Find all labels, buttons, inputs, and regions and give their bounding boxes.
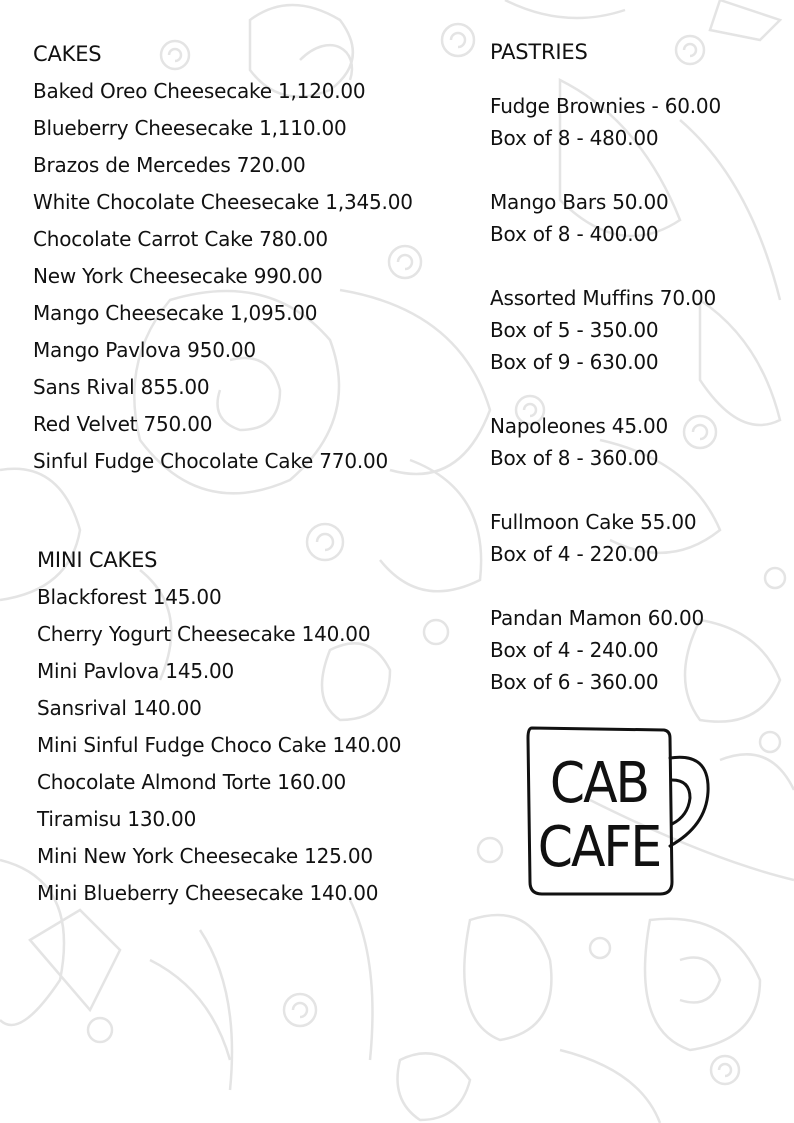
pastries-section — [490, 36, 721, 698]
menu-item: Mango Cheesecake 1,095.00 — [33, 301, 318, 325]
menu-item: New York Cheesecake 990.00 — [33, 264, 323, 288]
pastry-box-price: Box of 4 - 220.00 — [490, 542, 659, 566]
logo-text-line2: CAFE — [537, 815, 661, 880]
logo-text-line1: CAB — [549, 751, 649, 816]
pastry-item: Pandan Mamon 60.00 — [490, 606, 704, 630]
menu-item: Mini Pavlova 145.00 — [37, 659, 235, 683]
menu-item: Brazos de Mercedes 720.00 — [33, 153, 306, 177]
menu-item: Cherry Yogurt Cheesecake 140.00 — [37, 622, 371, 646]
menu-item: Mini Sinful Fudge Choco Cake 140.00 — [37, 733, 402, 757]
pastry-box-price: Box of 8 - 360.00 — [490, 446, 659, 470]
pastry-group-muffins — [490, 282, 721, 378]
menu-item: Blackforest 145.00 — [37, 585, 222, 609]
menu-item: Sansrival 140.00 — [37, 696, 202, 720]
cakes-heading: CAKES — [33, 42, 102, 66]
pastry-box-price: Box of 9 - 630.00 — [490, 350, 659, 374]
cakes-section — [33, 36, 413, 480]
menu-item: Blueberry Cheesecake 1,110.00 — [33, 116, 347, 140]
pastry-box-price: Box of 5 - 350.00 — [490, 318, 659, 342]
pastry-item: Fullmoon Cake 55.00 — [490, 510, 697, 534]
pastry-item: Fudge Brownies - 60.00 — [490, 94, 721, 118]
pastry-item: Mango Bars 50.00 — [490, 190, 669, 214]
menu-item: Mini New York Cheesecake 125.00 — [37, 844, 373, 868]
menu-item: Chocolate Carrot Cake 780.00 — [33, 227, 328, 251]
pastry-box-price: Box of 6 - 360.00 — [490, 670, 659, 694]
pastry-group-pandan-mamon — [490, 602, 721, 698]
pastry-box-price: Box of 4 - 240.00 — [490, 638, 659, 662]
menu-item: Chocolate Almond Torte 160.00 — [37, 770, 347, 794]
menu-item: Sinful Fudge Chocolate Cake 770.00 — [33, 449, 389, 473]
menu-item: Baked Oreo Cheesecake 1,120.00 — [33, 79, 366, 103]
pastries-heading: PASTRIES — [490, 40, 588, 64]
mini-cakes-section — [37, 542, 401, 912]
mini-cakes-heading: MINI CAKES — [37, 548, 158, 572]
pastry-group-brownies — [490, 90, 721, 154]
pastry-group-napoleones — [490, 410, 721, 474]
pastry-box-price: Box of 8 - 480.00 — [490, 126, 659, 150]
menu-item: Mini Blueberry Cheesecake 140.00 — [37, 881, 379, 905]
menu-item: White Chocolate Cheesecake 1,345.00 — [33, 190, 413, 214]
pastry-item: Assorted Muffins 70.00 — [490, 286, 717, 310]
menu-item: Red Velvet 750.00 — [33, 412, 213, 436]
pastry-box-price: Box of 8 - 400.00 — [490, 222, 659, 246]
pastry-group-mango-bars — [490, 186, 721, 250]
menu-item: Sans Rival 855.00 — [33, 375, 210, 399]
menu-item: Mango Pavlova 950.00 — [33, 338, 256, 362]
cab-cafe-logo — [522, 722, 718, 902]
menu-item: Tiramisu 130.00 — [37, 807, 197, 831]
pastry-group-fullmoon — [490, 506, 721, 570]
pastry-item: Napoleones 45.00 — [490, 414, 669, 438]
